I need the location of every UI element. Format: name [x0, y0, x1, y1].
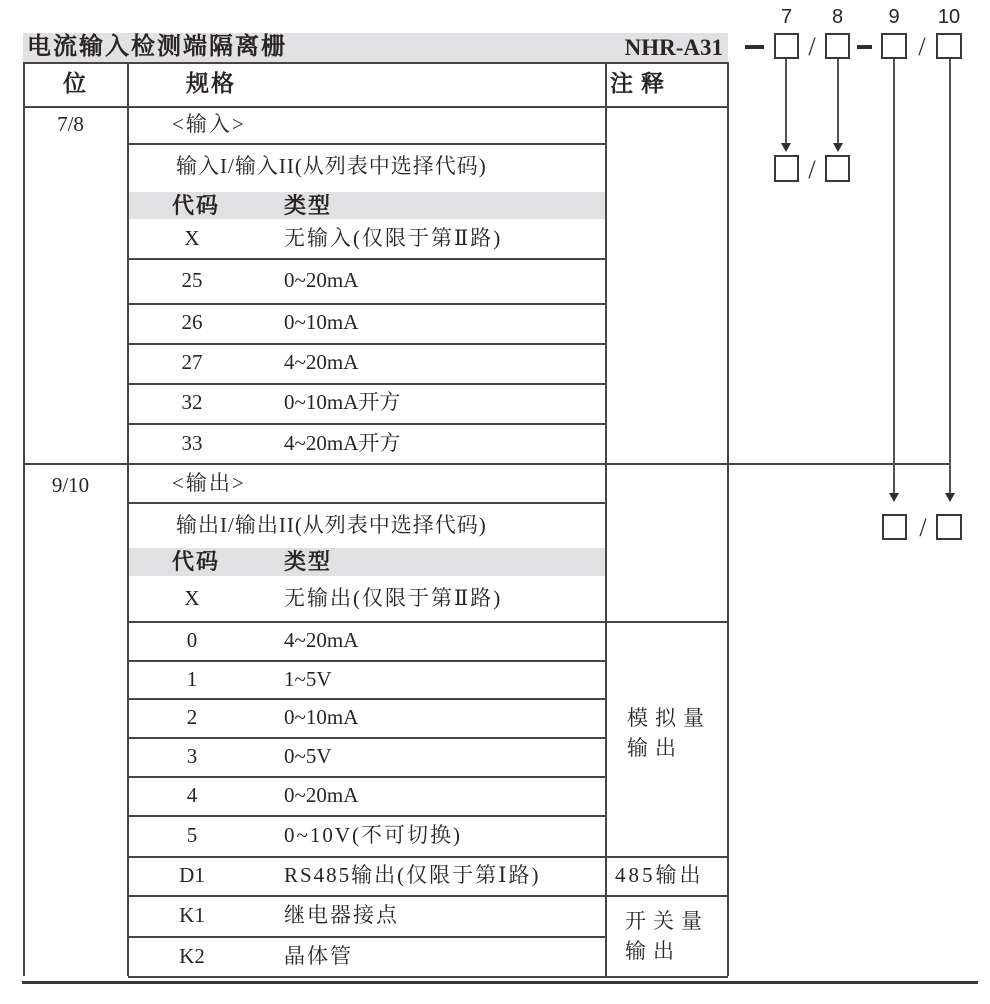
grid-line-h — [128, 936, 606, 938]
type-cell: 0~10mA开方 — [284, 390, 401, 414]
arrow-head — [945, 493, 955, 502]
type-cell: 0~20mA — [284, 783, 359, 807]
page-bottom-rule — [22, 981, 978, 984]
note-switch-output-line2: 输出 — [625, 939, 681, 963]
grid-line-h — [128, 343, 606, 345]
type-cell: 继电器接点 — [284, 903, 399, 927]
code-column-header: 代码 — [171, 549, 220, 574]
type-cell: 0~10mA — [284, 705, 359, 729]
digit-label-10: 10 — [937, 6, 961, 28]
table-inner-bottom-line — [128, 976, 728, 978]
instruction-output: 输出I/输出II(从列表中选择代码) — [176, 513, 487, 537]
code-cell: 33 — [181, 431, 203, 455]
group-label-input: <输入> — [172, 112, 246, 136]
arrow-head — [889, 493, 899, 502]
note-analog-output-line2: 输出 — [627, 736, 683, 760]
code-cell: 32 — [181, 390, 203, 414]
grid-line-h — [128, 258, 606, 260]
code-cell: X — [184, 226, 200, 250]
column-header-spec: 规格 — [186, 71, 236, 96]
note-switch-output-line1: 开关量 — [625, 909, 709, 933]
code-cell: K1 — [179, 903, 205, 927]
arrow-line — [837, 59, 839, 144]
grid-line-h — [128, 303, 606, 305]
slash-separator: / — [919, 513, 927, 542]
type-cell: 0~10mA — [284, 310, 359, 334]
column-header-position: 位 — [63, 71, 88, 96]
code-box-7 — [774, 33, 799, 59]
grid-line-h — [128, 621, 728, 623]
note-485-output: 485输出 — [615, 863, 704, 887]
arrow-line — [949, 59, 951, 494]
note-analog-output-line1: 模拟量 — [627, 706, 711, 730]
code-cell: D1 — [179, 863, 205, 887]
grid-line-h — [128, 895, 728, 897]
grid-line-h — [128, 815, 606, 817]
code-cell: 25 — [181, 268, 203, 292]
position-value-output: 9/10 — [51, 473, 90, 497]
type-cell: 0~20mA — [284, 268, 359, 292]
grid-line-h — [128, 423, 606, 425]
digit-label-8: 8 — [831, 6, 844, 28]
grid-line-h — [128, 776, 606, 778]
grid-line-h — [128, 660, 606, 662]
code-box-input-2 — [825, 155, 850, 182]
code-cell: 4 — [186, 783, 198, 807]
grid-line-h — [128, 502, 606, 504]
digit-label-7: 7 — [780, 6, 793, 28]
slash-separator: / — [918, 32, 926, 61]
code-box-8 — [825, 33, 850, 59]
digit-label-9: 9 — [888, 6, 900, 28]
grid-line-h — [128, 856, 728, 858]
arrow-line — [893, 59, 895, 494]
code-cell: 1 — [186, 667, 198, 691]
arrow-head — [781, 143, 791, 152]
header-row-line — [23, 106, 729, 108]
note-column-divider — [605, 62, 607, 976]
code-cell: X — [184, 586, 200, 610]
table-left-border — [23, 62, 25, 976]
code-cell: 0 — [186, 628, 198, 652]
code-box-input-1 — [774, 155, 799, 182]
grid-line-h — [128, 383, 606, 385]
instruction-input: 输入I/输入II(从列表中选择代码) — [176, 154, 487, 178]
position-column-divider — [127, 62, 129, 976]
dash-separator — [745, 45, 764, 49]
code-cell: 5 — [186, 823, 198, 847]
type-cell: 4~20mA — [284, 350, 359, 374]
type-cell: 晶体管 — [284, 944, 353, 968]
table-right-border — [727, 62, 729, 976]
type-column-header: 类型 — [284, 193, 333, 218]
code-cell: 26 — [181, 310, 203, 334]
type-cell: 0~10V(不可切换) — [284, 823, 463, 847]
type-cell: 0~5V — [284, 744, 332, 768]
model-number: NHR-A31 — [624, 35, 723, 60]
code-cell: 2 — [186, 705, 198, 729]
product-title: 电流输入检测端隔离栅 — [27, 34, 287, 60]
code-box-output-2 — [936, 514, 962, 540]
code-cell: K2 — [179, 944, 205, 968]
table-top-border — [23, 62, 729, 64]
grid-line-h — [128, 143, 606, 145]
arrow-head — [833, 143, 843, 152]
code-box-9 — [881, 33, 907, 59]
code-column-header: 代码 — [171, 193, 220, 218]
type-cell: 4~20mA — [284, 628, 359, 652]
code-box-10 — [936, 33, 962, 59]
type-cell: 无输入(仅限于第Ⅱ路) — [284, 226, 503, 250]
dash-separator — [857, 45, 872, 49]
grid-line-h — [128, 698, 606, 700]
position-value-input: 7/8 — [57, 112, 84, 136]
slash-separator: / — [808, 32, 816, 61]
column-header-note: 注释 — [610, 71, 672, 96]
arrow-line — [785, 59, 787, 144]
type-cell: 1~5V — [284, 667, 332, 691]
type-column-header: 类型 — [284, 549, 333, 574]
grid-line-h — [128, 737, 606, 739]
type-cell: RS485输出(仅限于第Ⅰ路) — [284, 863, 541, 887]
section-divider-line — [23, 463, 950, 465]
slash-separator: / — [808, 155, 816, 184]
type-cell: 4~20mA开方 — [284, 431, 401, 455]
code-cell: 3 — [186, 744, 198, 768]
code-cell: 27 — [181, 350, 203, 374]
type-cell: 无输出(仅限于第Ⅱ路) — [284, 586, 503, 610]
group-label-output: <输出> — [172, 471, 246, 495]
code-box-output-1 — [882, 514, 907, 540]
